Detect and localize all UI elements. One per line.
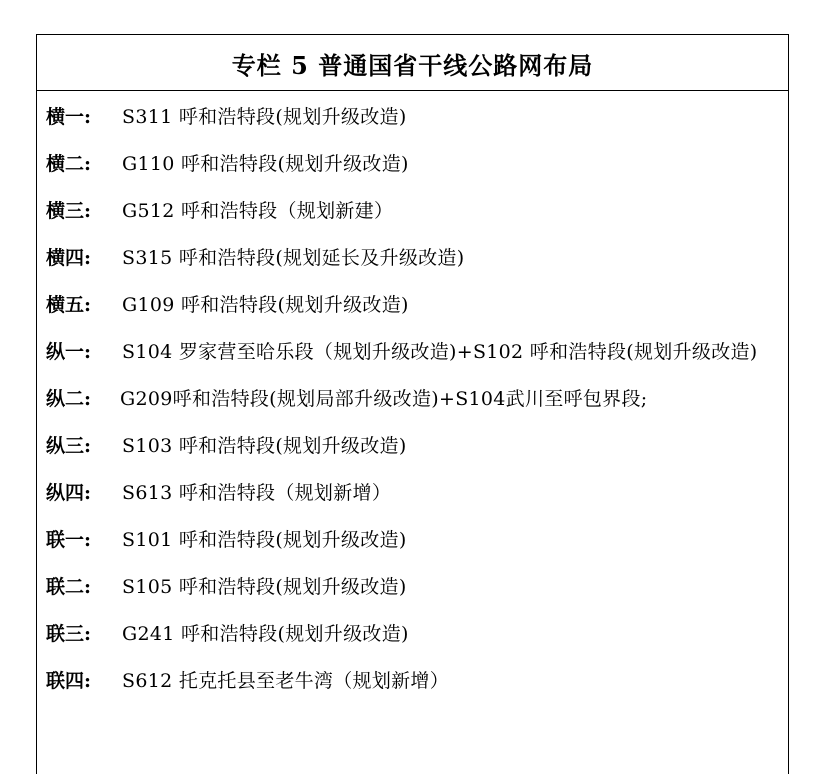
- route-row-heng-4: [46, 235, 784, 282]
- route-label: 横四:: [46, 247, 92, 269]
- route-text: G109 呼和浩特段(规划升级改造): [122, 294, 409, 316]
- route-row-heng-5: [46, 282, 784, 329]
- route-row-zong-1: [46, 329, 784, 376]
- route-label: 横三:: [46, 200, 92, 222]
- route-text: G512 呼和浩特段（规划新建）: [122, 200, 394, 222]
- route-row-zong-2: [46, 376, 784, 423]
- route-text: S104 罗家营至哈乐段（规划升级改造)+S102 呼和浩特段(规划升级改造): [122, 341, 758, 363]
- route-text: S613 呼和浩特段（规划新增）: [122, 482, 392, 504]
- route-label: 联四:: [46, 670, 92, 692]
- route-text: G241 呼和浩特段(规划升级改造): [122, 623, 409, 645]
- route-row-lian-4: [46, 658, 784, 705]
- route-row-lian-3: [46, 611, 784, 658]
- route-label: 纵四:: [46, 482, 92, 504]
- route-text: G209呼和浩特段(规划局部升级改造)+S104武川至呼包界段;: [120, 388, 648, 410]
- route-text: S103 呼和浩特段(规划升级改造): [122, 435, 407, 457]
- route-text: S612 托克托县至老牛湾（规划新增）: [122, 670, 450, 692]
- route-text: G110 呼和浩特段(规划升级改造): [122, 153, 409, 175]
- route-label: 联一:: [46, 529, 92, 551]
- route-text: S311 呼和浩特段(规划升级改造): [122, 106, 407, 128]
- route-row-heng-2: [46, 141, 784, 188]
- route-label: 横五:: [46, 294, 92, 316]
- route-label: 横一:: [46, 106, 92, 128]
- route-text: S315 呼和浩特段(规划延长及升级改造): [122, 247, 465, 269]
- route-row-zong-3: [46, 423, 784, 470]
- route-label: 联三:: [46, 623, 92, 645]
- column-box: [36, 34, 789, 774]
- route-label: 联二:: [46, 576, 92, 598]
- route-label: 横二:: [46, 153, 92, 175]
- route-row-lian-1: [46, 517, 784, 564]
- route-list: [37, 91, 788, 705]
- route-row-heng-3: [46, 188, 784, 235]
- route-text: S105 呼和浩特段(规划升级改造): [122, 576, 407, 598]
- route-row-heng-1: [46, 94, 784, 141]
- route-row-zong-4: [46, 470, 784, 517]
- route-label: 纵三:: [46, 435, 92, 457]
- route-label: 纵一:: [46, 341, 92, 363]
- title-row: [37, 35, 788, 91]
- route-text: S101 呼和浩特段(规划升级改造): [122, 529, 407, 551]
- page-title: 专栏 5 普通国省干线公路网布局: [231, 51, 594, 80]
- route-label: 纵二:: [46, 388, 92, 410]
- route-row-lian-2: [46, 564, 784, 611]
